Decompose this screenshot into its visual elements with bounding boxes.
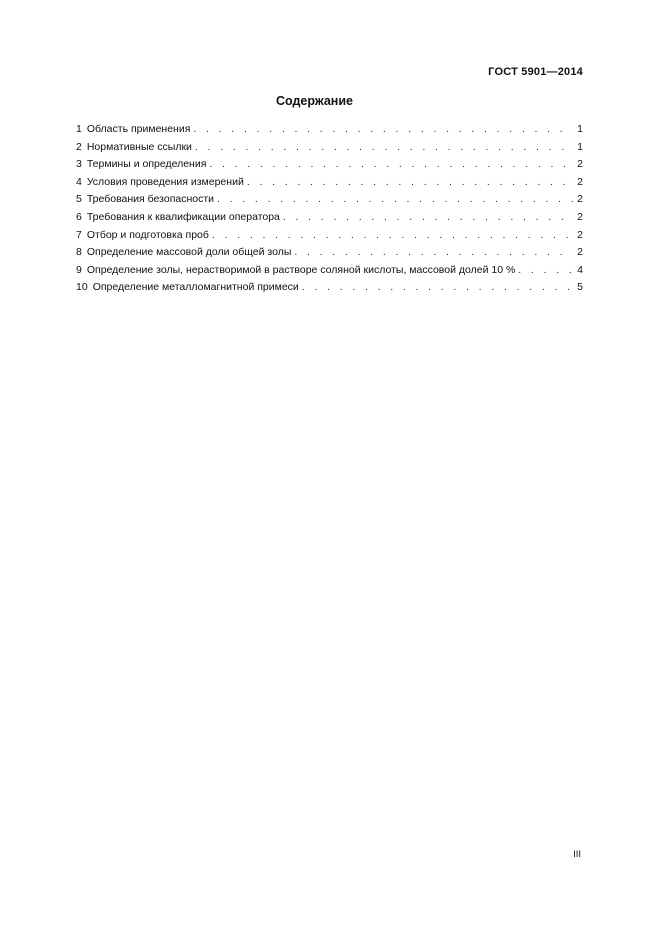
toc-entry[interactable] xyxy=(76,227,583,245)
toc-entry-number: 10 xyxy=(76,281,88,294)
toc-entry[interactable] xyxy=(76,191,583,209)
toc-entry-label: Условия проведения измерений xyxy=(86,175,244,188)
toc-title: Содержание xyxy=(275,94,353,108)
toc-leader-dots xyxy=(195,139,573,157)
toc-entry-number: 3 xyxy=(76,158,82,171)
toc-entry-page: 2 xyxy=(577,210,583,223)
toc-entry-page: 1 xyxy=(577,123,583,135)
toc-entry-label: Термины и определения xyxy=(86,158,207,171)
toc-entry-label: Отбор и подготовка проб xyxy=(86,228,209,241)
toc-entry-number: 4 xyxy=(76,175,82,188)
toc-entry-number: 5 xyxy=(76,193,82,206)
table-of-contents xyxy=(76,121,583,297)
toc-entry-number: 2 xyxy=(76,140,82,153)
toc-entry[interactable] xyxy=(76,174,583,192)
toc-entry-page: 5 xyxy=(577,281,583,294)
toc-entry-label: Определение металломагнитной примеси xyxy=(92,281,299,294)
toc-entry-label: Требования безопасности xyxy=(86,193,215,206)
toc-entry[interactable] xyxy=(76,279,583,297)
toc-entry-label: Область применения xyxy=(86,123,191,135)
toc-entry-number: 9 xyxy=(76,263,82,276)
toc-entry-page: 1 xyxy=(577,140,583,153)
toc-entry-page: 2 xyxy=(577,246,583,259)
page-number: III xyxy=(573,849,581,860)
toc-entry-page: 2 xyxy=(577,228,583,241)
toc-entry-number: 6 xyxy=(76,210,82,223)
toc-leader-dots xyxy=(518,262,573,280)
document-code: ГОСТ 5901—2014 xyxy=(488,66,583,78)
toc-entry[interactable] xyxy=(76,262,583,280)
toc-entry-number: 8 xyxy=(76,246,82,259)
toc-entry[interactable] xyxy=(76,156,583,174)
toc-entry-number: 7 xyxy=(76,228,82,241)
toc-leader-dots xyxy=(247,174,573,192)
toc-entry-label: Определение золы, нерастворимой в растворе соляной кислоты, массовой долей 10 % xyxy=(86,263,516,276)
toc-entry[interactable] xyxy=(76,209,583,227)
toc-entry-number: 1 xyxy=(76,123,82,135)
toc-entry[interactable] xyxy=(76,121,583,139)
toc-entry-label: Нормативные ссылки xyxy=(86,140,192,153)
toc-leader-dots xyxy=(193,121,573,139)
toc-leader-dots xyxy=(209,156,573,174)
toc-leader-dots xyxy=(302,279,573,297)
toc-entry[interactable] xyxy=(76,244,583,262)
toc-entry-page: 2 xyxy=(577,175,583,188)
toc-leader-dots xyxy=(212,227,573,245)
toc-entry-page: 4 xyxy=(577,263,583,276)
toc-leader-dots xyxy=(283,209,573,227)
toc-entry-label: Требования к квалификации оператора xyxy=(86,210,280,223)
toc-entry-label: Определение массовой доли общей золы xyxy=(86,246,292,259)
toc-entry-page: 2 xyxy=(577,158,583,171)
toc-leader-dots xyxy=(294,244,573,262)
toc-entry[interactable] xyxy=(76,139,583,157)
toc-entry-page: 2 xyxy=(577,193,583,206)
toc-leader-dots xyxy=(217,191,573,209)
